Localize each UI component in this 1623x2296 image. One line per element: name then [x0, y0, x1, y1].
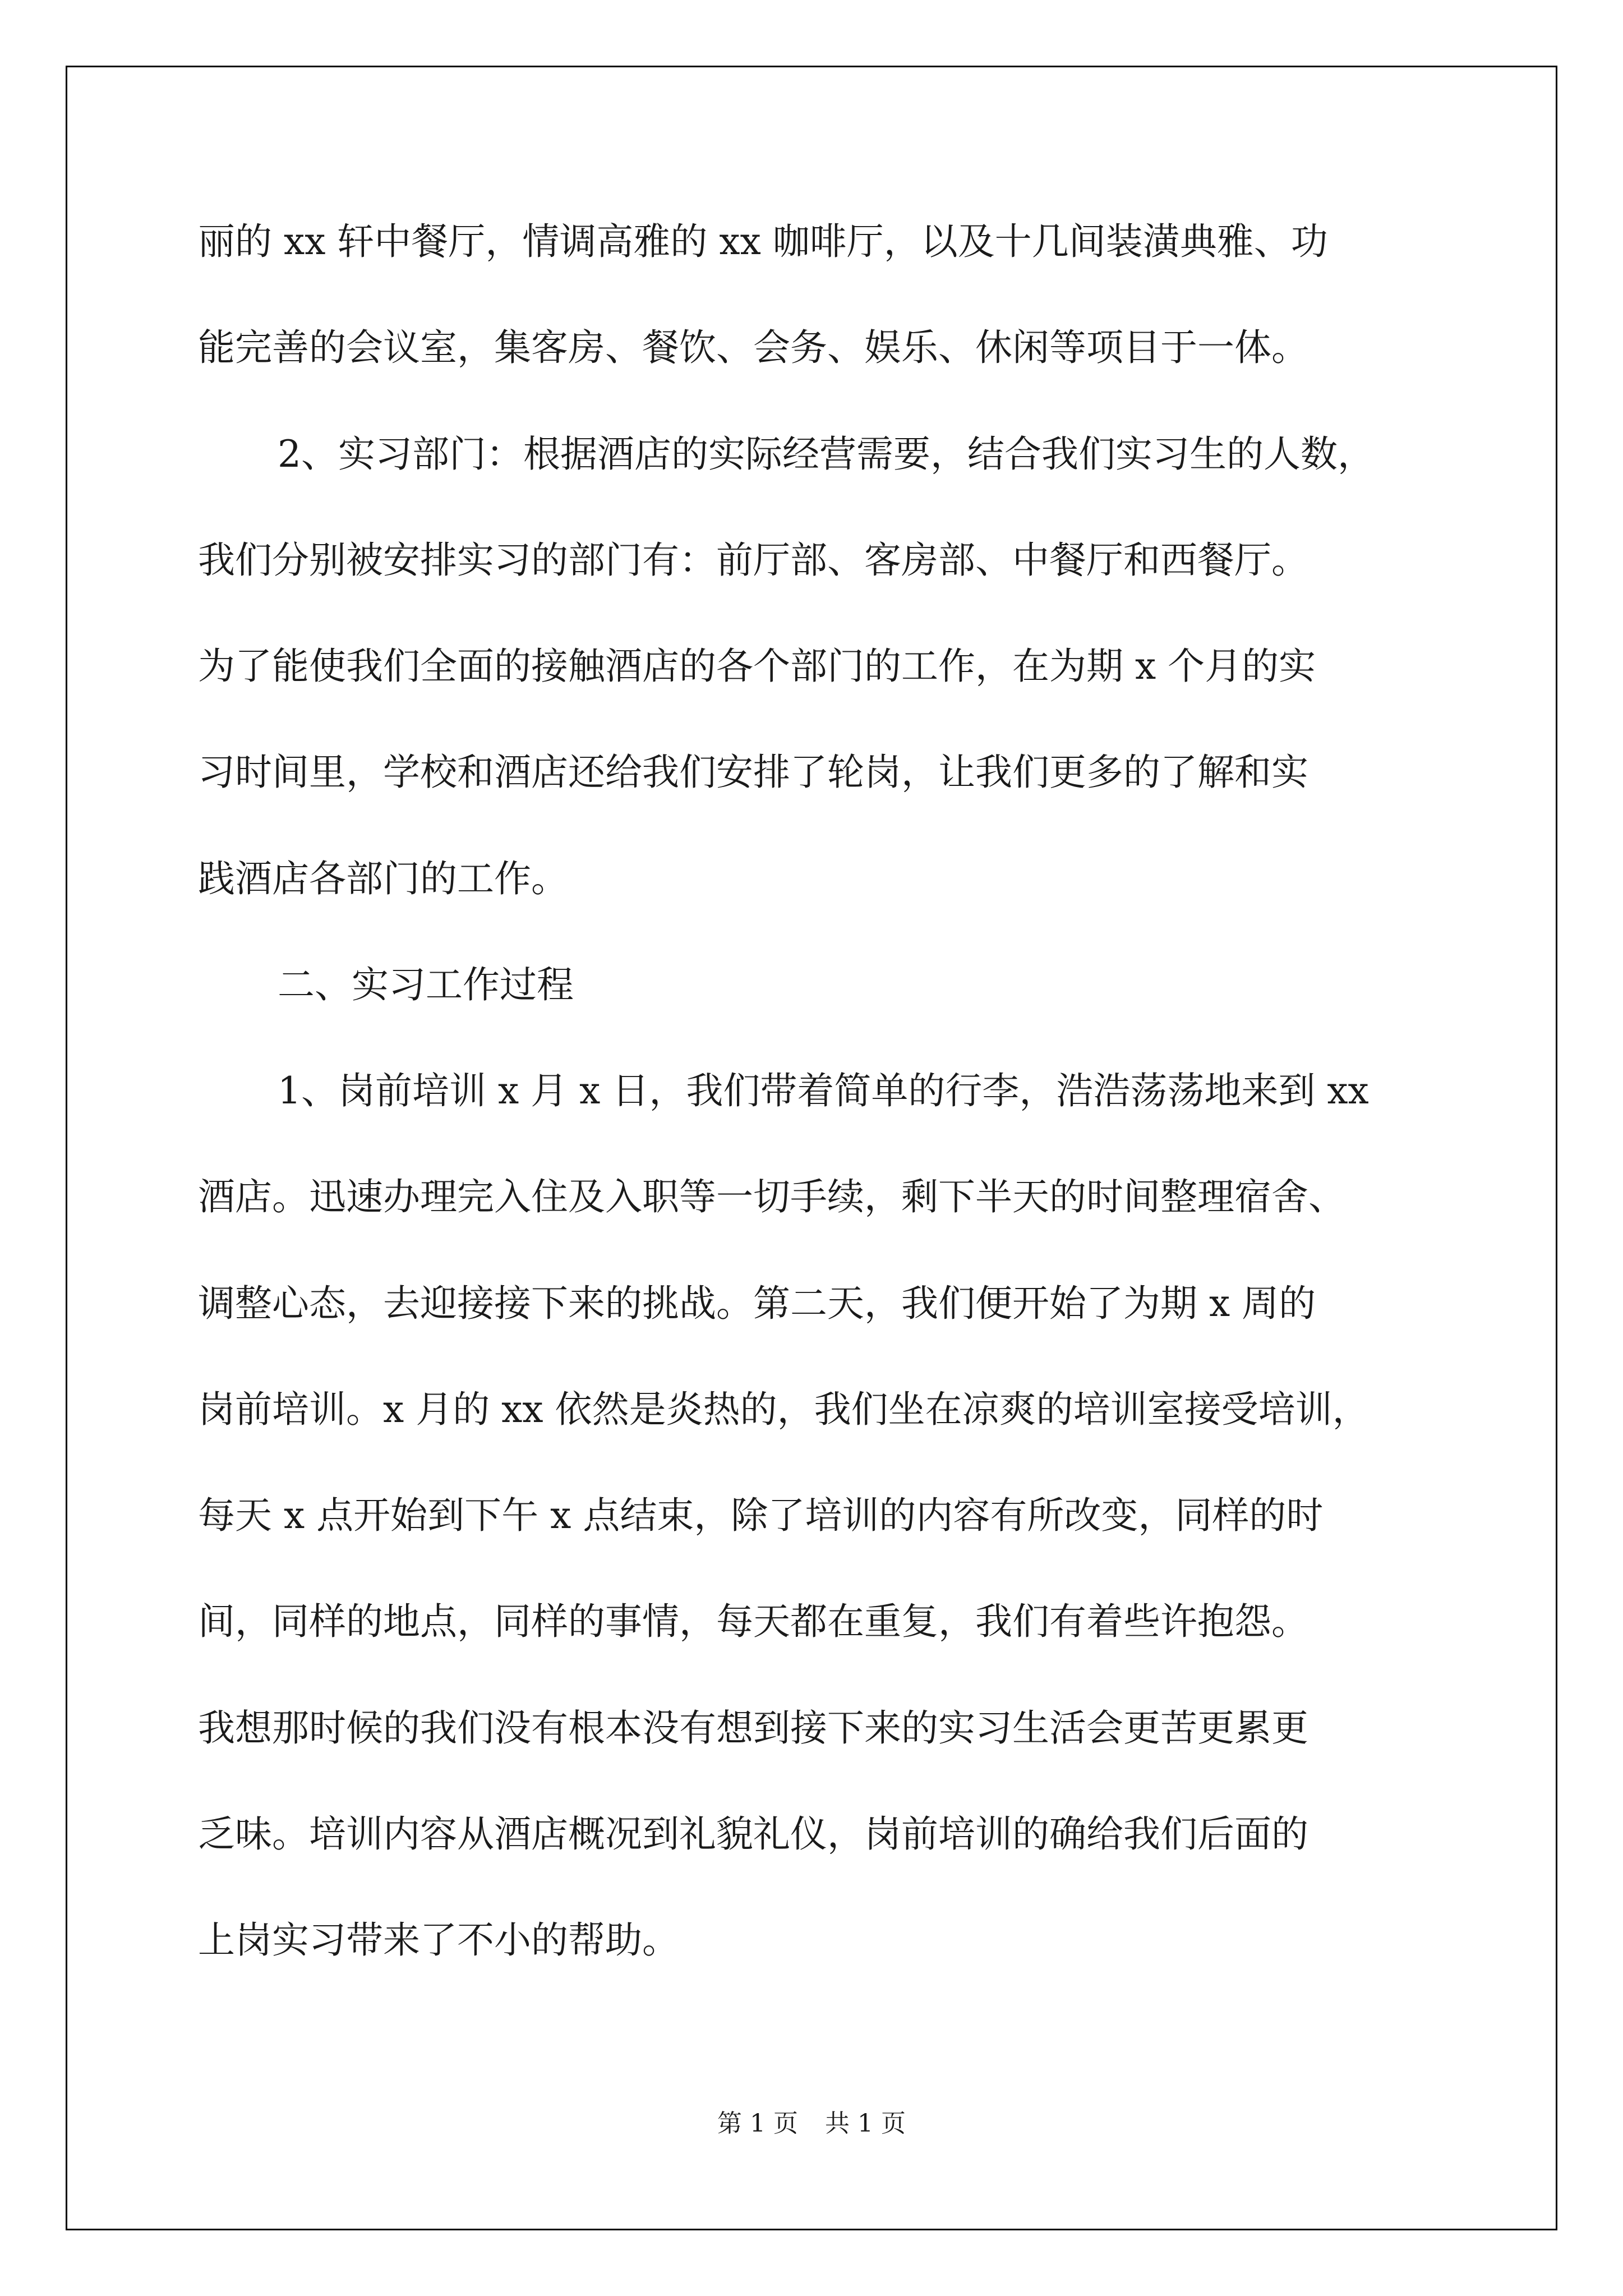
page-number: 第 1 页 [717, 2109, 798, 2138]
body-line: 践酒店各部门的工作。 [198, 857, 568, 900]
page-footer [0, 2107, 1623, 2141]
paragraph-start-line: 1、岗前培训 x 月 x 日，我们带着简单的行李，浩浩荡荡地来到 xx [278, 1069, 1369, 1112]
body-line: 每天 x 点开始到下午 x 点结束，除了培训的内容有所改变，同样的时 [198, 1494, 1324, 1537]
body-line: 我们分别被安排实习的部门有：前厅部、客房部、中餐厅和西餐厅。 [198, 539, 1308, 582]
body-line: 酒店。迅速办理完入住及入职等一切手续，剩下半天的时间整理宿舍、 [198, 1175, 1345, 1218]
body-line: 岗前培训。x 月的 xx 依然是炎热的，我们坐在凉爽的培训室接受培训， [198, 1388, 1370, 1431]
paragraph-start-line: 2、实习部门：根据酒店的实际经营需要，结合我们实习生的人数， [278, 432, 1375, 476]
body-line: 上岗实习带来了不小的帮助。 [198, 1918, 679, 1962]
body-line: 乏味。培训内容从酒店概况到礼貌礼仪，岗前培训的确给我们后面的 [198, 1812, 1308, 1856]
page-border [66, 66, 1557, 2230]
body-line: 能完善的会议室，集客房、餐饮、会务、娱乐、休闲等项目于一体。 [198, 326, 1308, 369]
page-total: 共 1 页 [825, 2109, 906, 2138]
body-line: 调整心态，去迎接接下来的挑战。第二天，我们便开始了为期 x 周的 [198, 1282, 1316, 1325]
body-line: 丽的 xx 轩中餐厅，情调高雅的 xx 咖啡厅，以及十几间装潢典雅、功 [198, 220, 1328, 263]
body-line: 我想那时候的我们没有根本没有想到接下来的实习生活会更苦更累更 [198, 1706, 1308, 1750]
body-line: 间，同样的地点，同样的事情，每天都在重复，我们有着些许抱怨。 [198, 1600, 1308, 1643]
body-line: 习时间里，学校和酒店还给我们安排了轮岗，让我们更多的了解和实 [198, 751, 1308, 794]
body-line: 为了能使我们全面的接触酒店的各个部门的工作，在为期 x 个月的实 [198, 645, 1316, 688]
section-heading: 二、实习工作过程 [278, 963, 574, 1006]
